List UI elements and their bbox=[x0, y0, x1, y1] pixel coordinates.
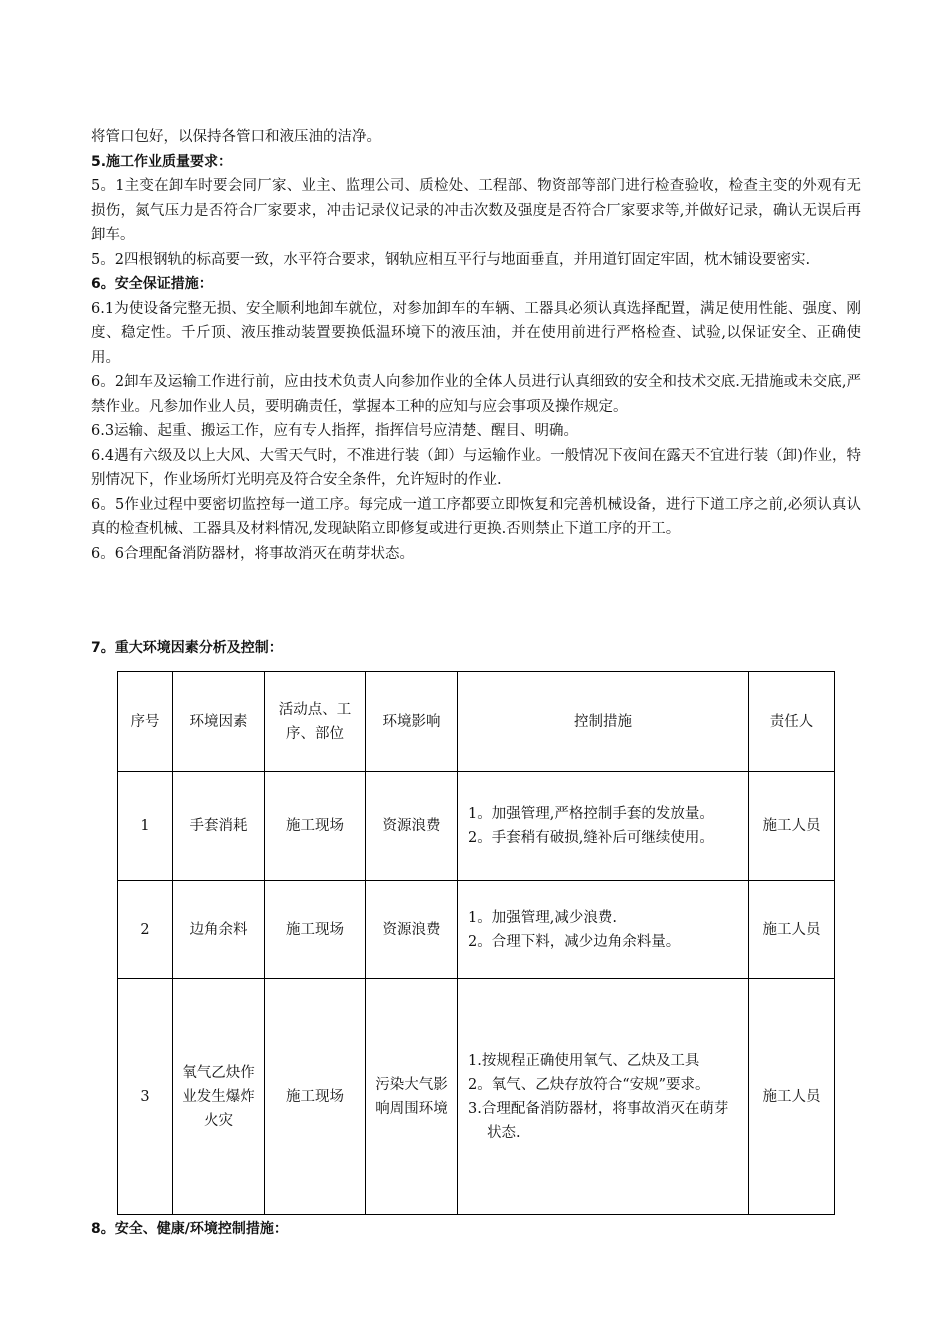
row2-place: 施工现场 bbox=[265, 881, 366, 979]
header-place: 活动点、工序、部位 bbox=[265, 672, 366, 772]
section6-item-1: 6.1为使设备完整无损、安全顺利地卸车就位，对参加卸车的车辆、工器具必须认真选择配置，满足使用性能、强度、刚度、稳定性。千斤顶、液压推动装置要换低温环境下的液压油，并在使用前进行严格检查、试验,以保证安全、正确使用。 bbox=[91, 300, 861, 366]
header-no: 序号 bbox=[118, 672, 173, 772]
section7-title: 7。重大环境因素分析及控制： bbox=[91, 640, 283, 656]
header-owner: 责任人 bbox=[749, 672, 835, 772]
row3-owner: 施工人员 bbox=[749, 979, 835, 1215]
section5-item-1: 5。1主变在卸车时要会同厂家、业主、监理公司、质检处、工程部、物资部等部门进行检查验收，检查主变的外观有无损伤，氮气压力是否符合厂家要求，冲击记录仪记录的冲击次数及强度是否符合厂家要求等,并做好记录，确认无误后再卸车。 bbox=[91, 178, 861, 243]
table-row bbox=[118, 881, 835, 979]
section6-title: 6。安全保证措施： bbox=[91, 276, 213, 292]
section6-item-4: 6.4遇有六级及以上大风、大雪天气时，不准进行装（卸）与运输作业。一般情况下夜间在露天不宜进行装（卸)作业，特别情况下，作业场所灯光明亮及符合安全条件，允许短时的作业. bbox=[91, 447, 861, 488]
intro-line: 将管口包好，以保持各管口和液压油的洁净。 bbox=[91, 129, 381, 145]
row3-measure-1: 1.按规程正确使用氧气、乙炔及工具 bbox=[468, 1052, 700, 1069]
table-row bbox=[118, 772, 835, 881]
table-header-row bbox=[118, 672, 835, 772]
text-block-top bbox=[91, 125, 861, 566]
row3-measures bbox=[458, 979, 749, 1215]
row3-place: 施工现场 bbox=[265, 979, 366, 1215]
row3-measure-2: 2。氧气、乙炔存放符合“安规”要求。 bbox=[468, 1076, 710, 1093]
row2-measure-2: 2。合理下料，减少边角余料量。 bbox=[468, 933, 681, 950]
header-impact: 环境影响 bbox=[366, 672, 458, 772]
row2-measure-1: 1。加强管理,减少浪费. bbox=[468, 909, 617, 926]
row1-measure-1: 1。加强管理,严格控制手套的发放量。 bbox=[468, 806, 714, 822]
row1-no: 1 bbox=[118, 772, 173, 881]
header-factor: 环境因素 bbox=[173, 672, 265, 772]
row2-factor: 边角余料 bbox=[173, 881, 265, 979]
section5-title: 5.施工作业质量要求： bbox=[91, 153, 233, 170]
row2-no: 2 bbox=[118, 881, 173, 979]
row1-impact: 资源浪费 bbox=[366, 772, 458, 881]
section6-item-6: 6。6合理配备消防器材，将事故消灭在萌芽状态。 bbox=[91, 545, 414, 562]
row2-owner: 施工人员 bbox=[749, 881, 835, 979]
row1-place: 施工现场 bbox=[265, 772, 366, 881]
row1-factor: 手套消耗 bbox=[173, 772, 265, 881]
row3-impact: 污染大气影响周围环境 bbox=[366, 979, 458, 1215]
table-row bbox=[118, 979, 835, 1215]
section6-item-2: 6。2卸车及运输工作进行前，应由技术负责人向参加作业的全体人员进行认真细致的安全和技术交底.无措施或未交底,严禁作业。凡参加作业人员，要明确责任，掌握本工种的应知与应会事项及操作规定。 bbox=[91, 374, 861, 415]
row3-no: 3 bbox=[118, 979, 173, 1215]
row2-measures bbox=[458, 881, 749, 979]
section5-item-2: 5。2四根钢轨的标高要一致，水平符合要求，钢轨应相互平行与地面垂直，并用道钉固定牢固，枕木铺设要密实. bbox=[91, 251, 811, 268]
row1-measure-2: 2。手套稍有破损,缝补后可继续使用。 bbox=[468, 830, 714, 846]
row3-measure-3: 3.合理配备消防器材，将事故消灭在萌芽状态. bbox=[468, 1100, 729, 1141]
header-measures: 控制措施 bbox=[458, 672, 749, 772]
section6-item-3: 6.3运输、起重、搬运工作，应有专人指挥，指挥信号应清楚、醒目、明确。 bbox=[91, 423, 579, 439]
environment-factor-table bbox=[117, 671, 835, 1215]
row2-impact: 资源浪费 bbox=[366, 881, 458, 979]
section8-title: 8。安全、健康/环境控制措施： bbox=[91, 1221, 288, 1237]
row1-owner: 施工人员 bbox=[749, 772, 835, 881]
section6-item-5: 6。5作业过程中要密切监控每一道工序。每完成一道工序都要立即恢复和完善机械设备，进行下道工序之前,必须认真认真的检查机械、工器具及材料情况,发现缺陷立即修复或进行更换.否则禁止下道工序的开工。 bbox=[91, 496, 861, 537]
row3-factor: 氧气乙炔作业发生爆炸火灾 bbox=[173, 979, 265, 1215]
row1-measures bbox=[458, 772, 749, 881]
